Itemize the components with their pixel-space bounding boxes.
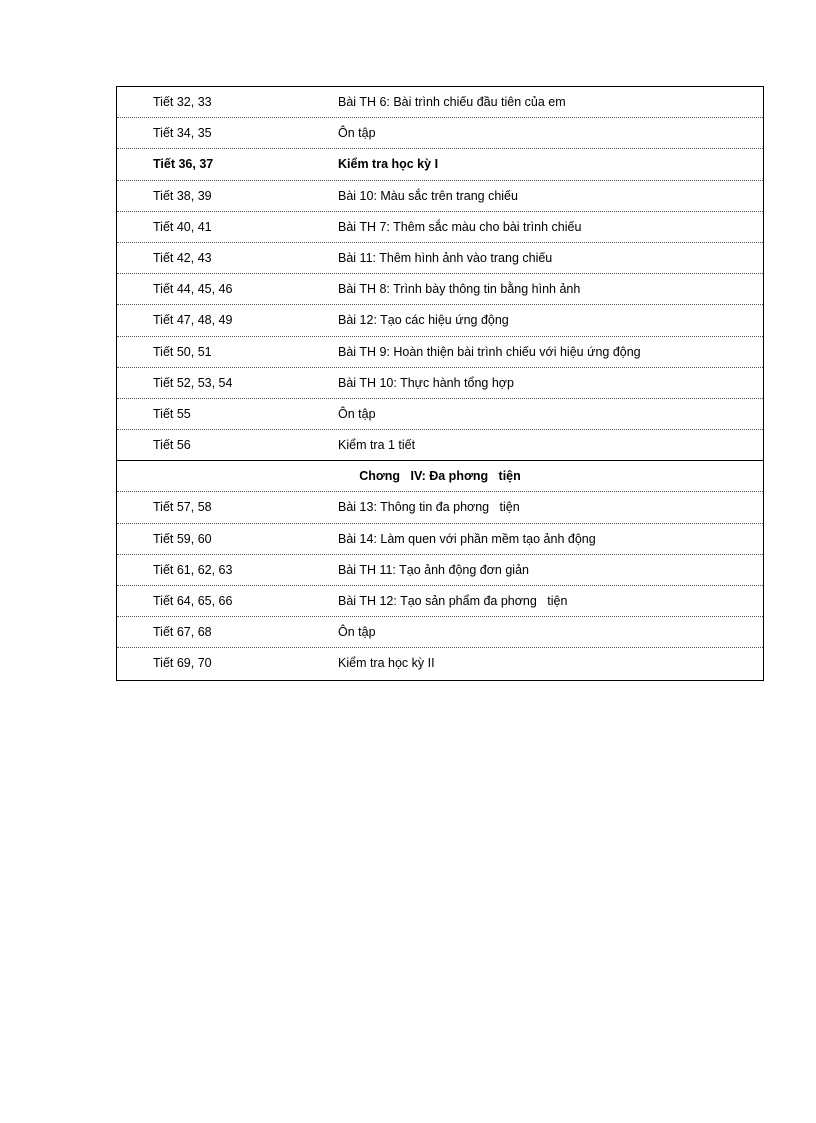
- lesson-cell: Ôn tập: [338, 625, 376, 640]
- lesson-cell: Bài TH 10: Thực hành tổng hợp: [338, 375, 514, 390]
- chapter-heading-row: [117, 461, 763, 492]
- period-cell: Tiết 36, 37: [153, 157, 214, 172]
- period-cell: Tiết 69, 70: [153, 656, 212, 671]
- lesson-cell: Kiểm tra 1 tiết: [338, 438, 416, 453]
- curriculum-table: [116, 86, 764, 681]
- lesson-cell: Bài 14: Làm quen với phần mềm tạo ảnh động: [338, 531, 596, 546]
- table-row: [117, 430, 763, 461]
- table-row: [117, 492, 763, 523]
- lesson-cell: Bài TH 12: Tạo sản phẩm đa phơng tiện: [338, 594, 568, 608]
- lesson-cell: Bài TH 11: Tạo ảnh động đơn giản: [338, 562, 529, 577]
- chapter-heading: Chơng IV: Đa phơng tiện: [359, 469, 521, 484]
- table-row: [117, 305, 763, 336]
- table-row: [117, 243, 763, 274]
- table-row: [117, 118, 763, 149]
- period-cell: Tiết 57, 58: [153, 500, 212, 515]
- period-cell: Tiết 32, 33: [153, 95, 212, 109]
- lesson-cell: Kiểm tra học kỳ II: [338, 656, 435, 671]
- table-row: [117, 87, 763, 118]
- table-row: [117, 212, 763, 243]
- table-row: [117, 524, 763, 555]
- period-cell: Tiết 61, 62, 63: [153, 562, 233, 577]
- lesson-cell: Bài 10: Màu sắc trên trang chiếu: [338, 188, 518, 203]
- period-cell: Tiết 42, 43: [153, 250, 212, 265]
- lesson-cell: Bài 13: Thông tin đa phơng tiện: [338, 500, 520, 515]
- lesson-cell: Kiểm tra học kỳ I: [338, 157, 439, 172]
- lesson-cell: Bài TH 9: Hoàn thiện bài trình chiếu với hiệu ứng động: [338, 344, 641, 359]
- table-row: [117, 368, 763, 399]
- table-row: [117, 555, 763, 586]
- period-cell: Tiết 44, 45, 46: [153, 282, 233, 297]
- table-row: [117, 149, 763, 180]
- period-cell: Tiết 40, 41: [153, 219, 212, 234]
- table-row: [117, 617, 763, 648]
- lesson-cell: Bài TH 6: Bài trình chiếu đầu tiên của em: [338, 95, 566, 109]
- table-row: [117, 337, 763, 368]
- lesson-cell: Bài 12: Tạo các hiệu ứng động: [338, 313, 509, 328]
- period-cell: Tiết 52, 53, 54: [153, 375, 233, 390]
- period-cell: Tiết 55: [153, 406, 191, 421]
- lesson-cell: Ôn tập: [338, 406, 376, 421]
- period-cell: Tiết 38, 39: [153, 188, 212, 203]
- lesson-cell: Bài TH 8: Trình bày thông tin bằng hình ảnh: [338, 282, 581, 297]
- table-row: [117, 586, 763, 617]
- lesson-cell: Ôn tập: [338, 126, 376, 141]
- period-cell: Tiết 50, 51: [153, 344, 212, 359]
- lesson-cell: Bài 11: Thêm hình ảnh vào trang chiếu: [338, 250, 553, 265]
- period-cell: Tiết 59, 60: [153, 531, 212, 546]
- lesson-cell: Bài TH 7: Thêm sắc màu cho bài trình chiếu: [338, 219, 582, 234]
- period-cell: Tiết 56: [153, 438, 191, 453]
- table-row: [117, 399, 763, 430]
- period-cell: Tiết 67, 68: [153, 625, 212, 640]
- table-row: [117, 274, 763, 305]
- table-row: [117, 181, 763, 212]
- period-cell: Tiết 64, 65, 66: [153, 594, 233, 608]
- period-cell: Tiết 34, 35: [153, 126, 212, 141]
- table-row: [117, 648, 763, 679]
- period-cell: Tiết 47, 48, 49: [153, 313, 233, 328]
